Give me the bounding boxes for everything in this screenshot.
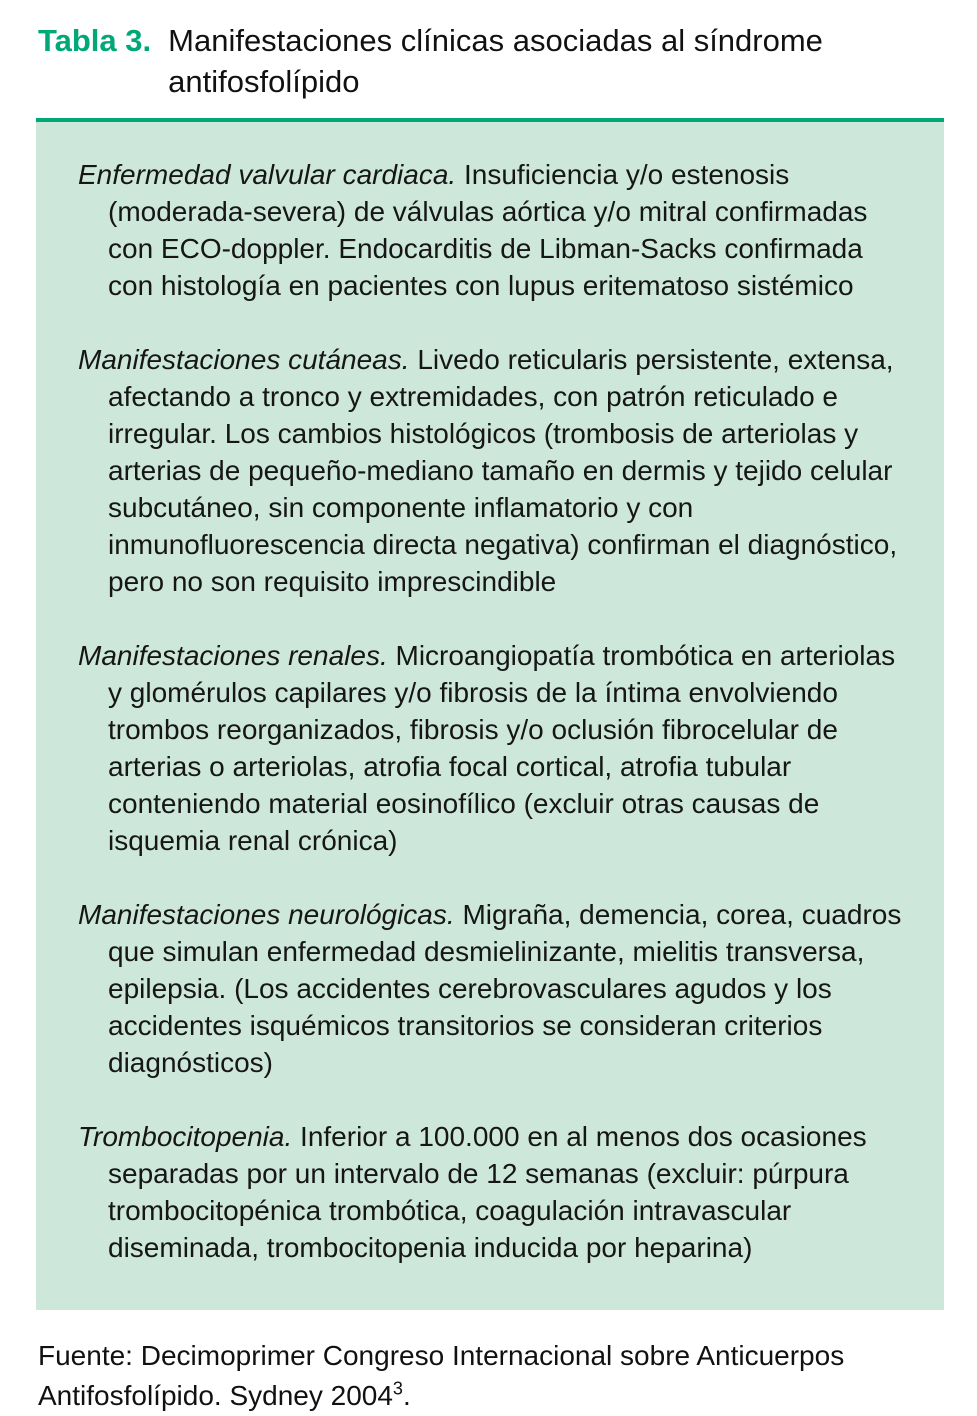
entry-lead: Manifestaciones renales. xyxy=(78,640,388,671)
table-entry xyxy=(78,1118,908,1266)
table-entry xyxy=(78,896,908,1081)
source-period: . xyxy=(402,1380,411,1411)
entry-text: Microangiopatía trombótica en arteriolas y glomérulos capilares y/o fibrosis de la íntima envolviendo trombos reorganizados, fibrosis y/o oclusión fibrocelular de arterias o arteriolas, atrofia focal cortical, atrofia tubular conteniendo material eosinofílico (excluir otras causas de isquemia renal crónica) xyxy=(108,640,896,856)
table-entry xyxy=(78,637,908,859)
entry-text: Inferior a 100.000 en al menos dos ocasiones separadas por un intervalo de 12 semanas (excluir: púrpura trombocitopénica trombótica, coagulación intravascular diseminada, trombocitopenia inducida por heparina) xyxy=(108,1121,867,1263)
entry-text: Livedo reticularis persistente, extensa, afectando a tronco y extremidades, con patrón reticulado e irregular. Los cambios histológicos (trombosis de arteriolas y arterias de pequeño-mediano tamaño en dermis y tejido celular subcutáneo, sin componente inflamatorio y con inmunofluorescencia directa negativa) confirman el diagnóstico, pero no son requisito imprescindible xyxy=(108,344,898,597)
source-text: Fuente: Decimoprimer Congreso Internacional sobre Anticuerpos Antifosfolípido. Sydney 2004 xyxy=(38,1340,845,1411)
entry-lead: Enfermedad valvular cardiaca. xyxy=(78,159,457,190)
entry-lead: Trombocitopenia. xyxy=(78,1121,293,1152)
table-entry xyxy=(78,156,908,304)
source-note xyxy=(36,1336,944,1416)
table-entry xyxy=(78,341,908,600)
entry-lead: Manifestaciones cutáneas. xyxy=(78,344,410,375)
entry-text: Migraña, demencia, corea, cuadros que simulan enfermedad desmielinizante, mielitis transversa, epilepsia. (Los accidentes cerebrovasculares agudos y los accidentes isquémicos transitorios se consideran criterios diagnósticos) xyxy=(108,899,902,1078)
source-reference-superscript: 3 xyxy=(392,1378,403,1399)
table-label: Tabla 3. xyxy=(38,23,152,58)
entry-text: Insuficiencia y/o estenosis (moderada-severa) de válvulas aórtica y/o mitral confirmadas con ECO-doppler. Endocarditis de Libman-Sacks confirmada con histología en pacientes con lupus eritematoso sistémico xyxy=(108,159,868,301)
entry-lead: Manifestaciones neurológicas. xyxy=(78,899,455,930)
table-title: Manifestaciones clínicas asociadas al síndrome antifosfolípido xyxy=(168,23,823,99)
table-caption xyxy=(36,20,944,102)
table-body xyxy=(36,122,944,1310)
